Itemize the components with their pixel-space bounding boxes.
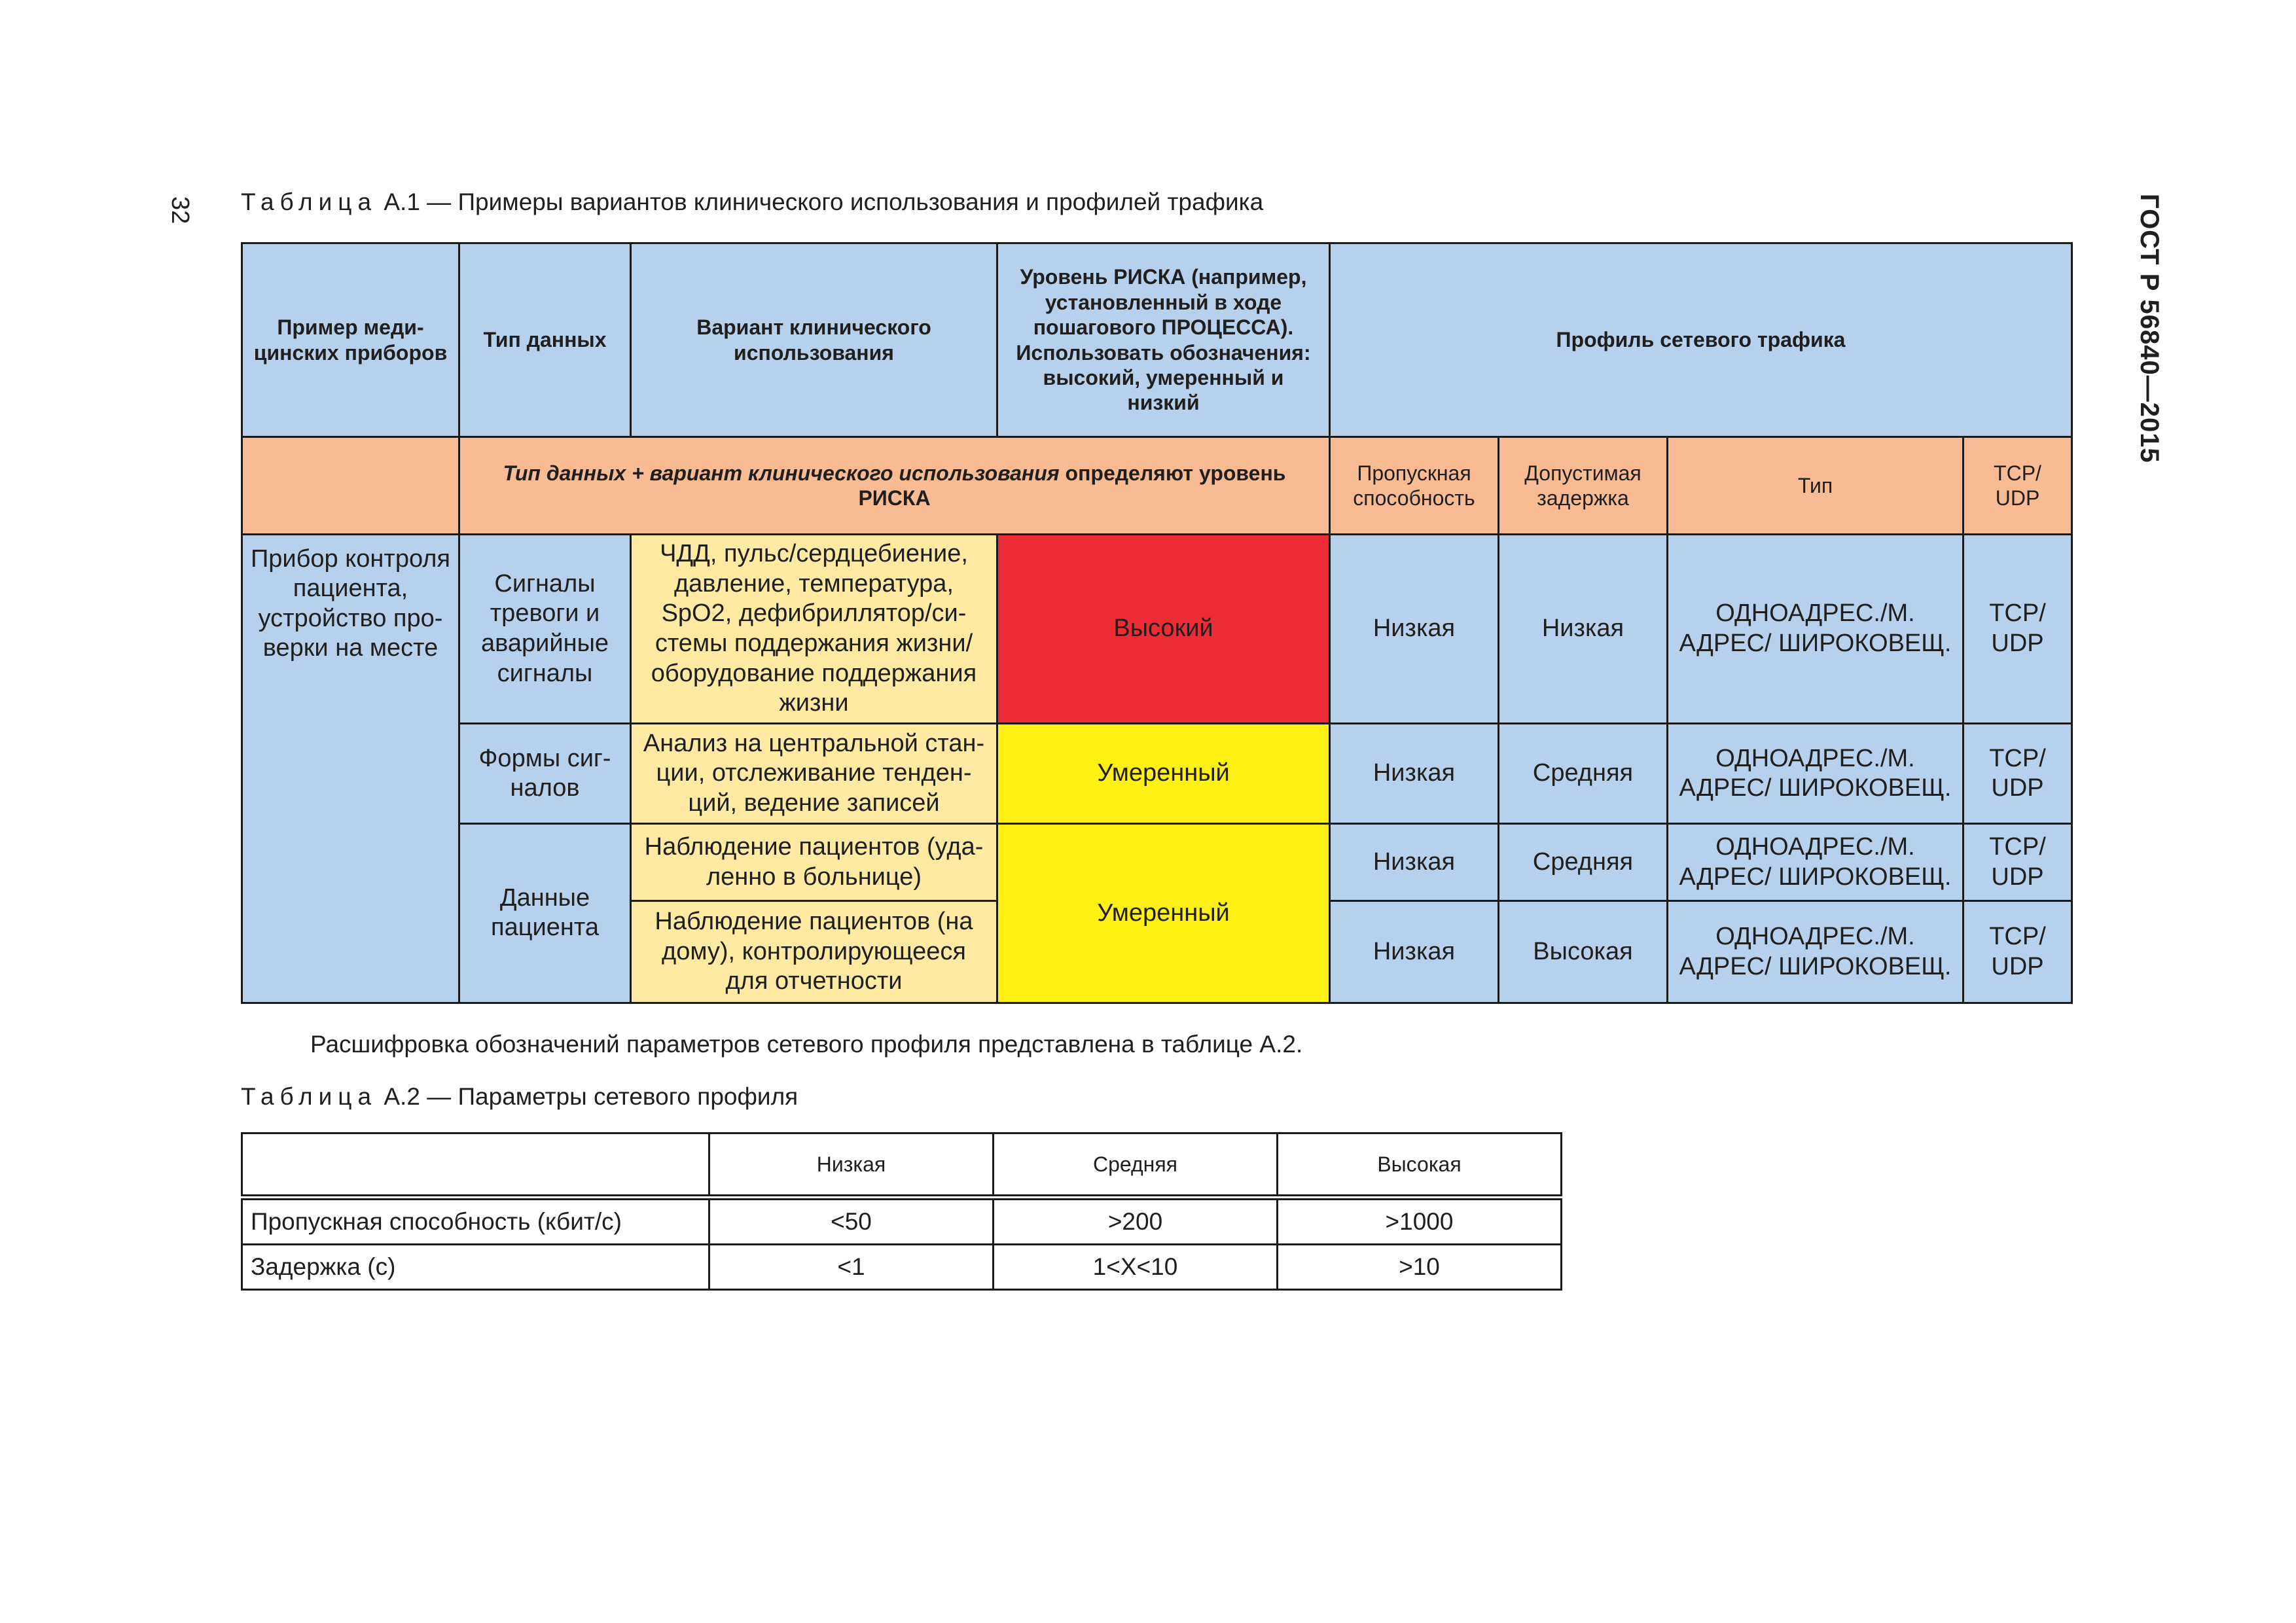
latency-cell: Средняя: [1499, 724, 1668, 824]
traffic-type-cell: ОДНОАДРЕС./М. АДРЕС/ ШИРОКОВЕЩ.: [1668, 901, 1964, 1003]
header-clinical-use: Вариант клинического использования: [631, 243, 997, 437]
table-row: [242, 1245, 1562, 1290]
table-cell: >1000: [1278, 1198, 1562, 1245]
traffic-type-cell: ОДНОАДРЕС./М. АДРЕС/ ШИРОКОВЕЩ.: [1668, 823, 1964, 901]
row-label: Задержка (с): [242, 1245, 709, 1290]
table-row: [242, 1198, 1562, 1245]
clinical-use-cell: Наблюдение пациентов (на дому), контролирующееся для отчетности: [631, 901, 997, 1003]
bandwidth-cell: Низкая: [1330, 724, 1499, 824]
column-header-low: Низкая: [709, 1133, 994, 1198]
clinical-use-cell: ЧДД, пульс/сердцебиение, давление, температура, SpO2, дефибриллятор/системы поддержания жизни/ оборудование поддержания жизни: [631, 534, 997, 724]
subheader-latency: Допустимая задержка: [1499, 437, 1668, 535]
latency-cell: Средняя: [1499, 823, 1668, 901]
table-cell: <1: [709, 1245, 994, 1290]
data-type-waveforms: Формы сигналов: [459, 724, 631, 824]
row-label: Пропускная способность (кбит/с): [242, 1198, 709, 1245]
latency-cell: Низкая: [1499, 534, 1668, 724]
device-example-cell: Прибор контроля пациента, устройство проверки на месте: [242, 534, 459, 1003]
table-cell: 1<X<10: [994, 1245, 1278, 1290]
table-cell: <50: [709, 1198, 994, 1245]
bandwidth-cell: Низкая: [1330, 534, 1499, 724]
protocol-cell: TCP/ UDP: [1964, 901, 2072, 1003]
data-type-alarms: Сигналы тревоги и аварийные сигналы: [459, 534, 631, 724]
traffic-type-cell: ОДНОАДРЕС./М. АДРЕС/ ШИРОКОВЕЩ.: [1668, 534, 1964, 724]
protocol-cell: TCP/ UDP: [1964, 534, 2072, 724]
table2-caption-prefix: Таблица: [241, 1083, 378, 1110]
traffic-type-cell: ОДНОАДРЕС./М. АДРЕС/ ШИРОКОВЕЩ.: [1668, 724, 1964, 824]
table1-caption: [241, 188, 1263, 216]
column-header-empty: [242, 1133, 709, 1198]
subheader-type: Тип: [1668, 437, 1964, 535]
standard-header: ГОСТ Р 56840—2015: [2135, 194, 2164, 463]
table2-caption: [241, 1083, 798, 1111]
table-cell: >10: [1278, 1245, 1562, 1290]
header-device-example: Пример медицинских приборов: [242, 243, 459, 437]
table-cell: >200: [994, 1198, 1278, 1245]
risk-level-moderate: Умеренный: [997, 724, 1330, 824]
page-number: 32: [166, 196, 194, 224]
clinical-use-cell: Анализ на центральной станции, отслеживание тенденций, ведение записей: [631, 724, 997, 824]
risk-level-moderate: Умеренный: [997, 823, 1330, 1003]
subheader-risk-note-rest: определяют уровень РИСКА: [858, 461, 1286, 510]
table1-caption-prefix: Таблица: [241, 188, 378, 215]
column-header-medium: Средняя: [994, 1133, 1278, 1198]
bandwidth-cell: Низкая: [1330, 901, 1499, 1003]
header-risk-level: Уровень РИСКА (например, установленный в ходе пошагового ПРОЦЕССА). Использовать обозначения: высокий, умеренный и низкий: [997, 243, 1330, 437]
header-network-profile: Профиль сетевого трафика: [1330, 243, 2072, 437]
table1-caption-text: А.1 — Примеры вариантов клинического использования и профилей трафика: [377, 188, 1264, 215]
clinical-use-table: [241, 242, 2073, 1004]
column-header-high: Высокая: [1278, 1133, 1562, 1198]
subheader-bandwidth: Пропускная способность: [1330, 437, 1499, 535]
subheader-risk-note: [459, 437, 1330, 535]
subheader-protocol: TCP/ UDP: [1964, 437, 2072, 535]
protocol-cell: TCP/ UDP: [1964, 823, 2072, 901]
bandwidth-cell: Низкая: [1330, 823, 1499, 901]
subheader-empty-cell: [242, 437, 459, 535]
subheader-risk-note-italic: Тип данных + вариант клинического использования: [503, 461, 1060, 485]
table2-caption-text: А.2 — Параметры сетевого профиля: [377, 1083, 798, 1110]
header-data-type: Тип данных: [459, 243, 631, 437]
table2-reference-note: Расшифровка обозначений параметров сетевого профиля представлена в таблице А.2.: [310, 1031, 1303, 1058]
data-type-patient-data: Данные пациента: [459, 823, 631, 1003]
risk-level-high: Высокий: [997, 534, 1330, 724]
latency-cell: Высокая: [1499, 901, 1668, 1003]
network-profile-parameters-table: [241, 1132, 1562, 1291]
protocol-cell: TCP/ UDP: [1964, 724, 2072, 824]
clinical-use-cell: Наблюдение пациентов (удаленно в больнице): [631, 823, 997, 901]
